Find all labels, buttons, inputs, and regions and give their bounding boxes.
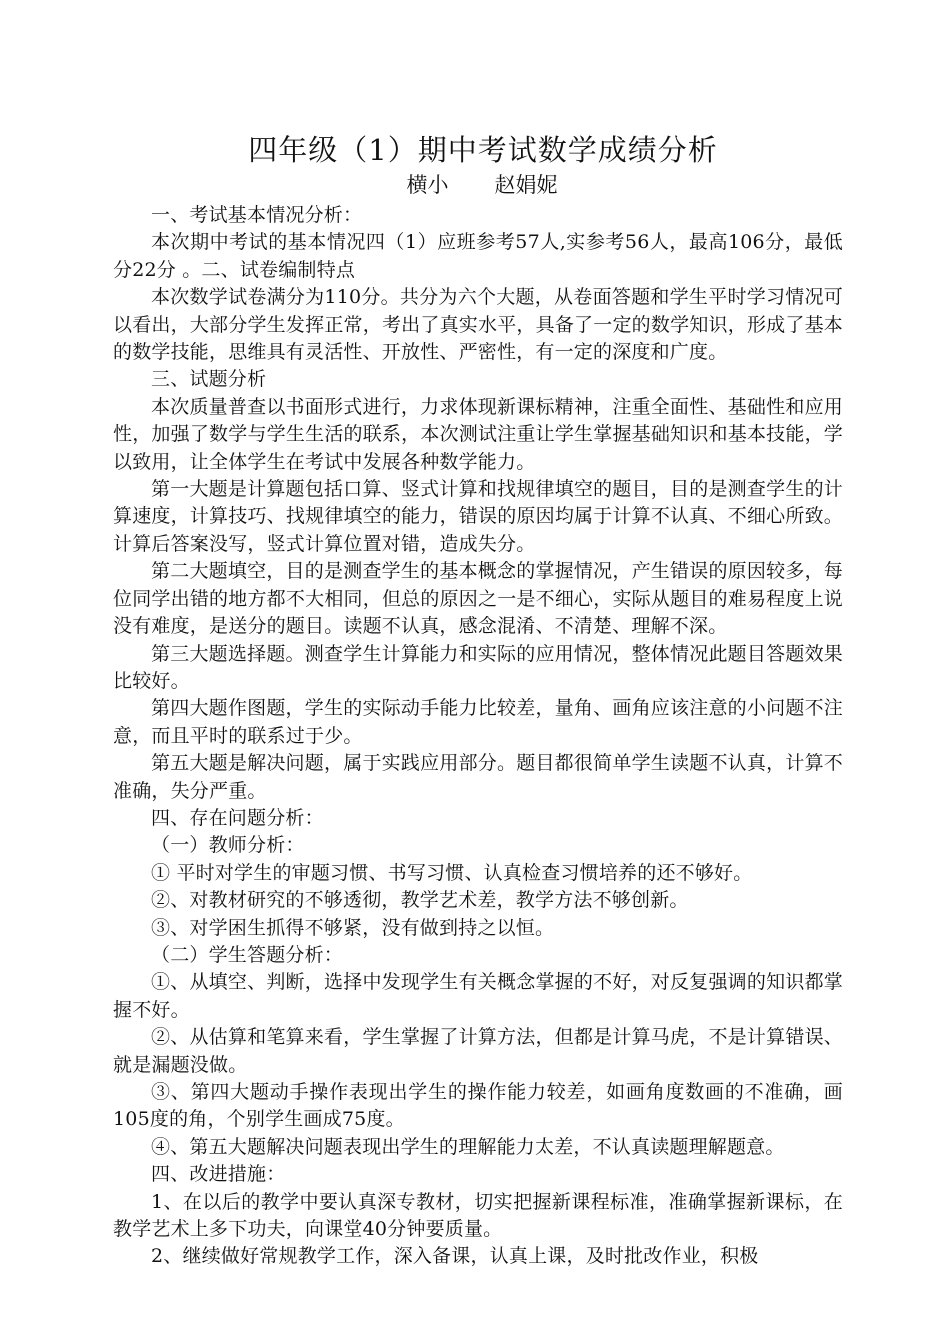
paragraph: 本次期中考试的基本情况四（1）应班参考57人,实参考56人，最高106分，最低分22分 。二、试卷编制特点 xyxy=(113,231,843,281)
heading-problem-analysis: 四、存在问题分析： xyxy=(151,806,324,829)
paragraph: 第五大题是解决问题，属于实践应用部分。题目都很简单学生读题不认真，计算不准确，失分严重。 xyxy=(113,752,843,802)
list-item: ②、从估算和笔算来看，学生掌握了计算方法，但都是计算马虎，不是计算错误、就是漏题没做。 xyxy=(113,1026,843,1076)
document-page xyxy=(113,130,843,1271)
list-item: ②、对教材研究的不够透彻，教学艺术差，教学方法不够创新。 xyxy=(151,889,689,912)
paragraph: 第一大题是计算题包括口算、竖式计算和找规律填空的题目，目的是测查学生的计算速度，计算技巧、找规律填空的能力，错误的原因均属于计算不认真、不细心所致。计算后答案没写，竖式计算位置对错，造成失分。 xyxy=(113,478,843,555)
author-school: 横小 xyxy=(406,173,449,197)
paragraph: 本次数学试卷满分为110分。共分为六个大题，从卷面答题和学生平时学习情况可以看出，大部分学生发挥正常，考出了真实水平，具备了一定的数学知识，形成了基本的数学技能，思维具有灵活性、开放性、严密性，有一定的深度和广度。 xyxy=(113,286,843,364)
heading-improvement: 四、改进措施： xyxy=(151,1163,286,1186)
list-item: ④、第五大题解决问题表现出学生的理解能力太差，不认真读题理解题意。 xyxy=(151,1135,785,1158)
list-item: ③、对学困生抓得不够紧，没有做到持之以恒。 xyxy=(151,916,555,939)
list-item: 1、在以后的教学中要认真深专教材，切实把握新课程标准，准确掌握新课标，在教学艺术上多下功夫，向课堂40分钟要质量。 xyxy=(113,1190,843,1241)
author-name: 赵娟妮 xyxy=(494,173,558,197)
author-line xyxy=(113,170,843,200)
paragraph: 第二大题填空，目的是测查学生的基本概念的掌握情况，产生错误的原因较多，每位同学出错的地方都不大相同，但总的原因之一是不细心，实际从题目的难易程度上说没有难度，是送分的题目。读题不认真，感念混淆、不清楚、理解不深。 xyxy=(113,560,843,638)
list-item: ③、第四大题动手操作表现出学生的操作能力较差，如画角度数画的不准确，画105度的角，个别学生画成75度。 xyxy=(113,1081,843,1131)
paragraph: 第四大题作图题，学生的实际动手能力比较差，量角、画角应该注意的小问题不注意，而且平时的联系过于少。 xyxy=(113,697,843,747)
heading-question-analysis: 三、试题分析 xyxy=(151,368,267,391)
subheading-student-analysis: （二）学生答题分析： xyxy=(151,943,344,966)
list-item: ①、从填空、判断，选择中发现学生有关概念掌握的不好，对反复强调的知识都掌握不好。 xyxy=(113,971,843,1021)
document-title: 四年级（1）期中考试数学成绩分析 xyxy=(248,133,718,167)
paragraph: 第三大题选择题。测查学生计算能力和实际的应用情况，整体情况此题目答题效果比较好。 xyxy=(113,642,843,692)
paragraph: 本次质量普查以书面形式进行，力求体现新课标精神，注重全面性、基础性和应用性，加强了数学与学生生活的联系，本次测试注重让学生掌握基础知识和基本技能，学以致用，让全体学生在考试中发展各种数学能力。 xyxy=(113,395,843,473)
heading-basic-situation: 一、考试基本情况分析： xyxy=(151,204,363,226)
list-item: 2、继续做好常规教学工作，深入备课，认真上课，及时批改作业，积极 xyxy=(151,1245,759,1268)
list-item: ① 平时对学生的审题习惯、书写习惯、认真检查习惯培养的还不够好。 xyxy=(151,861,753,884)
document-body xyxy=(113,202,843,1271)
subheading-teacher-analysis: （一）教师分析： xyxy=(151,834,305,857)
